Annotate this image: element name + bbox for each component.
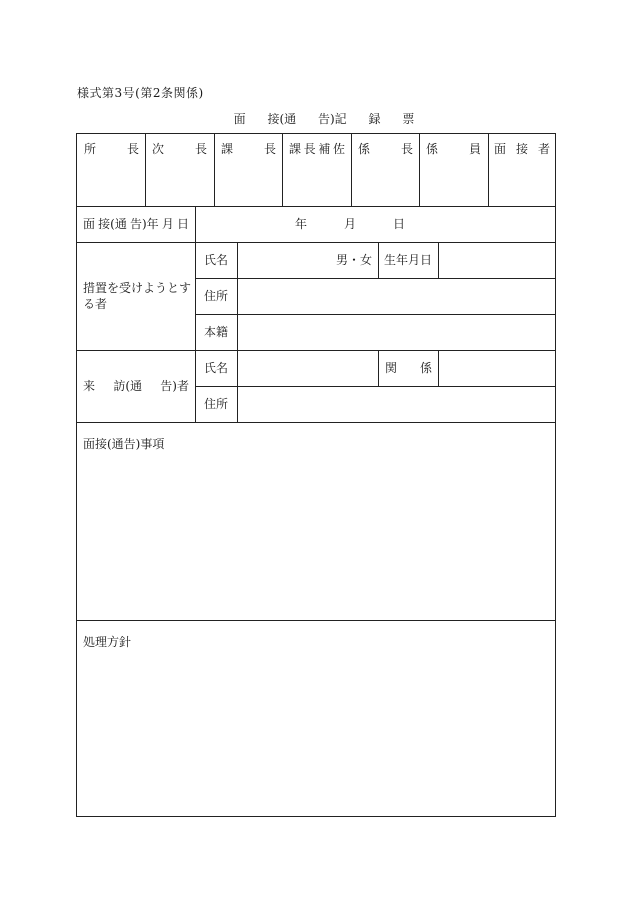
title-part: 面 [233, 112, 246, 126]
row-divider [77, 422, 556, 423]
col-divider [438, 350, 439, 386]
label-char: 長 [263, 142, 276, 156]
interview-date-label [83, 217, 189, 231]
col-divider [378, 242, 379, 278]
row-divider [195, 278, 556, 279]
date-year-unit: 年 [295, 217, 308, 231]
row-divider [77, 206, 556, 207]
col-divider [195, 206, 196, 422]
row-divider [77, 242, 556, 243]
col-divider [488, 134, 489, 206]
label-char: 接 [515, 142, 528, 156]
approval-header-unit-chief [358, 142, 413, 156]
label-part: 月 [161, 217, 174, 231]
label-char: 長 [126, 142, 139, 156]
title-part: 告)記 [317, 112, 347, 126]
row-divider [195, 314, 556, 315]
row-divider [77, 620, 556, 621]
row-divider [77, 350, 556, 351]
label-char: 次 [152, 142, 165, 156]
date-month-unit: 月 [344, 217, 357, 231]
subject-address-label: 住所 [204, 289, 229, 303]
title-part: 録 [368, 112, 381, 126]
label-char: 佐 [332, 142, 345, 156]
label-part: 告)者 [160, 379, 189, 393]
label-part: 面 [83, 217, 96, 231]
handling-policy-label: 処理方針 [83, 635, 132, 649]
approval-header-staff [426, 142, 481, 156]
label-char: 長 [194, 142, 207, 156]
label-char: 所 [84, 142, 97, 156]
label-char: 補 [318, 142, 331, 156]
label-char: 者 [537, 142, 550, 156]
visitor-address-label: 住所 [204, 397, 229, 411]
label-char: 長 [303, 142, 316, 156]
col-divider [214, 134, 215, 206]
title-part: 接(通 [267, 112, 297, 126]
approval-header-director [84, 142, 139, 156]
approval-header-section-chief [221, 142, 276, 156]
subject-name-label: 氏名 [204, 253, 229, 267]
col-divider [282, 134, 283, 206]
record-form-table [76, 133, 556, 817]
approval-header-interviewer [494, 142, 550, 156]
col-divider [145, 134, 146, 206]
date-day-unit: 日 [393, 217, 406, 231]
label-char: 課 [289, 142, 302, 156]
label-part: 告)年 [129, 217, 159, 231]
col-divider [237, 242, 238, 422]
birth-date-label: 生年月日 [384, 253, 433, 267]
col-divider [438, 242, 439, 278]
label-part: 来 [83, 379, 96, 393]
document-title [0, 110, 630, 127]
domicile-label: 本籍 [204, 325, 229, 339]
approval-header-deputy-director [152, 142, 207, 156]
label-char: 長 [400, 142, 413, 156]
label-char: 員 [468, 142, 481, 156]
subject-person-label: 措置を受けようとする者 [83, 281, 192, 311]
relation-label [385, 361, 432, 375]
label-part: 日 [176, 217, 189, 231]
form-number-label: 様式第3号(第2条関係) [77, 86, 204, 100]
row-divider [195, 386, 556, 387]
col-divider [419, 134, 420, 206]
label-char: 課 [221, 142, 234, 156]
approval-header-assistant-chief [289, 142, 345, 156]
interview-items-label: 面接(通告)事項 [83, 437, 165, 451]
label-part: 接(通 [98, 217, 127, 231]
col-divider [378, 350, 379, 386]
label-char: 係 [358, 142, 371, 156]
visitor-name-label: 氏名 [204, 361, 229, 375]
label-char: 係 [419, 361, 432, 375]
label-char: 関 [385, 361, 398, 375]
label-part: 訪(通 [113, 379, 142, 393]
label-char: 係 [426, 142, 439, 156]
col-divider [351, 134, 352, 206]
label-char: 面 [494, 142, 507, 156]
visitor-label [83, 379, 189, 393]
title-part: 票 [402, 112, 415, 126]
gender-selector: 男・女 [336, 253, 373, 267]
